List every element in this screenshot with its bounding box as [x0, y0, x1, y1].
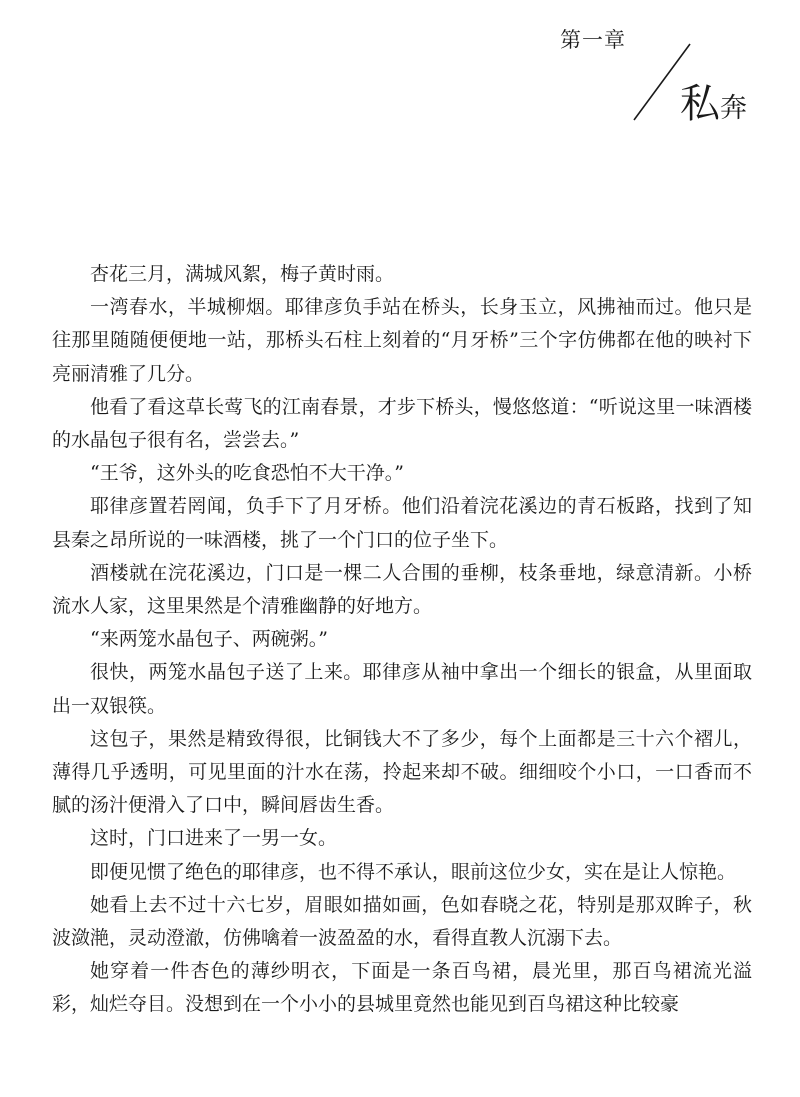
paragraph: 她穿着一件杏色的薄纱明衣，下面是一条百鸟裙，晨光里，那百鸟裙流光溢彩，灿烂夺目。没想到在一个小小的县城里竟然也能见到百鸟裙这种比较豪 [52, 960, 752, 1016]
paragraph: 酒楼就在浣花溪边，门口是一棵二人合围的垂柳，枝条垂地，绿意清新。小桥流水人家，这里果然是个清雅幽静的好地方。 [52, 561, 752, 618]
body-text [52, 258, 752, 1022]
paragraph: “王爷，这外头的吃食恐怕不大干净。” [90, 462, 404, 485]
paragraph: 耶律彦置若罔闻，负手下了月牙桥。他们沿着浣花溪边的青石板路，找到了知县秦之昂所说的一味酒楼，挑了一个门口的位子坐下。 [52, 495, 752, 551]
chapter-title [680, 72, 747, 129]
paragraph: 这时，门口进来了一男一女。 [90, 827, 338, 850]
chapter-title-char-1: 私 [680, 81, 720, 127]
paragraph: 这包子，果然是精致得很，比铜钱大不了多少，每个上面都是三十六个褶儿，薄得几乎透明，可见里面的汁水在荡，拎起来却不破。细细咬个小口，一口香而不腻的汤汁便滑入了口中，瞬间唇齿生香。 [52, 727, 752, 817]
chapter-title-char-2: 奔 [720, 93, 747, 124]
paragraph: 即便见惯了绝色的耶律彦，也不得不承认，眼前这位少女，实在是让人惊艳。 [90, 860, 737, 883]
paragraph: 很快，两笼水晶包子送了上来。耶律彦从袖中拿出一个细长的银盒，从里面取出一双银筷。 [52, 661, 752, 717]
paragraph: “来两笼水晶包子、两碗粥。” [90, 628, 328, 651]
paragraph: 她看上去不过十六七岁，眉眼如描如画，色如春晓之花，特别是那双眸子，秋波潋滟，灵动澄澈，仿佛噙着一波盈盈的水，看得直教人沉溺下去。 [52, 893, 752, 950]
paragraph: 他看了看这草长莺飞的江南春景，才步下桥头，慢悠悠道：“听说这里一味酒楼的水晶包子很有名，尝尝去。” [52, 395, 752, 452]
chapter-heading [560, 24, 780, 134]
paragraph: 一湾春水，半城柳烟。耶律彦负手站在桥头，长身玉立，风拂袖而过。他只是往那里随随便便地一站，那桥头石柱上刻着的“月牙桥”三个字仿佛都在他的映衬下亮丽清雅了几分。 [52, 296, 752, 385]
chapter-number: 第一章 [560, 28, 626, 52]
paragraph: 杏花三月，满城风絮，梅子黄时雨。 [90, 263, 395, 285]
